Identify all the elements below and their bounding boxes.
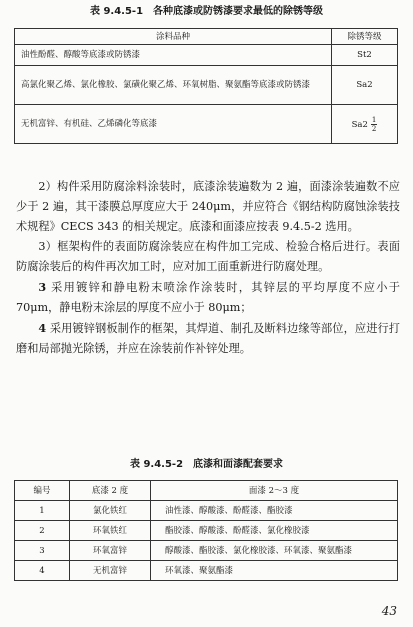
table-header-cell: 底漆 2 度	[70, 481, 151, 501]
grade-value: Sa2	[351, 119, 368, 130]
table-cell: 环氧漆、聚氨酯漆	[151, 561, 398, 581]
table-cell: 1	[15, 501, 70, 521]
table2-caption	[0, 459, 413, 471]
paragraph	[16, 318, 400, 359]
table-row	[15, 501, 398, 521]
body-text	[16, 177, 400, 359]
table-header-cell: 除锈等级	[332, 29, 398, 45]
table-cell: 氯化铁红	[70, 501, 151, 521]
coating-cell: 油性酚醛、醇酸等底漆或防锈漆	[15, 45, 332, 66]
table-cell: 2	[15, 521, 70, 541]
table-row	[15, 561, 398, 581]
paragraph: 2）构件采用防腐涂料涂装时，底漆涂装遍数为 2 遍，面漆涂装遍数不应少于 2 遍，其干漆膜总厚度应大于 240μm，并应符合《钢结构防腐蚀涂装技术规程》CECS 343 的相关规定。底漆和面漆应按表 9.4.5-2 选用。	[16, 180, 400, 233]
fraction-denominator: 2	[371, 124, 377, 133]
table-cell: 环氧富锌	[70, 541, 151, 561]
table-row	[15, 105, 398, 144]
table-header-row	[15, 29, 398, 45]
paragraph: 3）框架构件的表面防腐涂装应在构件加工完成、检验合格后进行。表面防腐涂装后的构件再次加工时，应对加工面重新进行防腐处理。	[16, 240, 400, 273]
page-number: 43	[381, 604, 397, 618]
grade-cell: Sa2	[332, 66, 398, 105]
table2-title: 底漆和面漆配套要求	[193, 459, 284, 470]
table-header-cell: 编号	[15, 481, 70, 501]
grade-cell	[332, 105, 398, 144]
grade-cell: St2	[332, 45, 398, 66]
table-cell: 环氧铁红	[70, 521, 151, 541]
table-row	[15, 45, 398, 66]
table-row	[15, 521, 398, 541]
table-cell: 4	[15, 561, 70, 581]
item-number: 3	[38, 280, 47, 294]
table-cell: 酯胶漆、醇酸漆、酚醛漆、氯化橡胶漆	[151, 521, 398, 541]
item-text: 采用镀锌和静电粉末喷涂作涂装时，其锌层的平均厚度不应小于 70μm，静电粉末涂层的厚度不应小于 80μm；	[16, 281, 400, 314]
paragraph	[16, 277, 400, 318]
table-cell: 3	[15, 541, 70, 561]
table-header-cell: 面漆 2～3 度	[151, 481, 398, 501]
table1-number: 表 9.4.5-1	[89, 6, 144, 17]
grade-fraction	[371, 116, 377, 133]
table-row	[15, 541, 398, 561]
table-rust-removal-grades	[14, 28, 398, 144]
coating-cell: 高氯化聚乙烯、氯化橡胶、氯磺化聚乙烯、环氧树脂、聚氨酯等底漆或防锈漆	[15, 66, 332, 105]
coating-cell: 无机富锌、有机硅、乙烯磷化等底漆	[15, 105, 332, 144]
item-number: 4	[38, 321, 47, 335]
table2-number: 表 9.4.5-2	[129, 459, 184, 470]
item-text: 采用镀锌钢板制作的框架，其焊道、制孔及断料边缘等部位，应进行打磨和局部抛光除锈，并应在涂装前作补锌处理。	[16, 322, 400, 355]
fraction-numerator: 1	[371, 115, 377, 124]
table-cell: 无机富锌	[70, 561, 151, 581]
table-primer-topcoat	[14, 480, 398, 581]
table1-title: 各种底漆或防锈漆要求最低的除锈等级	[153, 6, 324, 17]
table-header-cell: 涂料品种	[15, 29, 332, 45]
table-header-row	[15, 481, 398, 501]
table1-caption	[0, 6, 413, 18]
table-cell: 醇酸漆、酯胶漆、氯化橡胶漆、环氧漆、聚氨酯漆	[151, 541, 398, 561]
table-cell: 油性漆、醇酸漆、酚醛漆、酯胶漆	[151, 501, 398, 521]
table-row	[15, 66, 398, 105]
